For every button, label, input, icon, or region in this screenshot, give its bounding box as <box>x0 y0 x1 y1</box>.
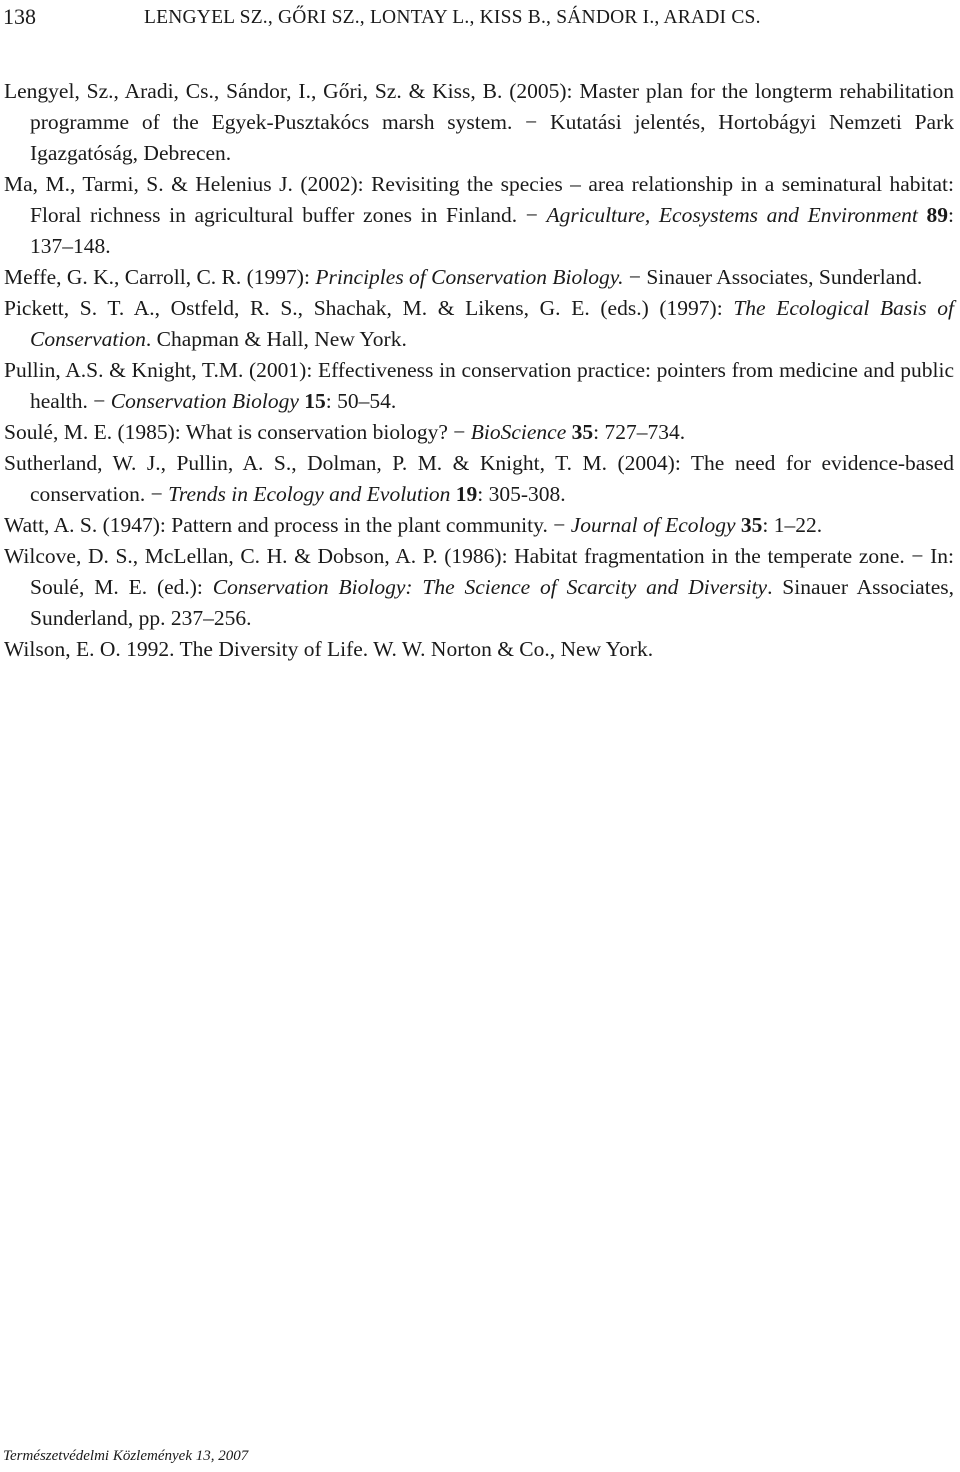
reference-entry <box>4 448 954 510</box>
reference-text: Soulé, M. E. (1985): What is conservation biology? − <box>4 420 471 444</box>
reference-entry <box>4 417 954 448</box>
reference-volume: 89 <box>926 203 949 227</box>
reference-text: : 727–734. <box>593 420 686 444</box>
reference-text: Lengyel, Sz., Aradi, Cs., Sándor, I., Gőri, Sz. & Kiss, B. (2005): Master plan for the longterm rehabilitation programme of the Egyek-Pusztakócs marsh system. − Kutatási jelentés, Hortobágyi Nemzeti Park Igazgatóság, Debrecen. <box>4 79 954 165</box>
page-number: 138 <box>3 4 36 29</box>
reference-text: Sutherland, W. J., Pullin, A. S., Dolman, P. M. & Knight, T. M. (2004): The need for evidence-based conservation. − <box>4 451 954 506</box>
running-head-authors: LENGYEL SZ., GŐRI SZ., LONTAY L., KISS B., SÁNDOR I., ARADI CS. <box>144 7 761 28</box>
reference-text: Pullin, A.S. & Knight, T.M. (2001): Effectiveness in conservation practice: pointers from medicine and public health. − <box>4 358 954 413</box>
reference-title-italic: Journal of Ecology <box>570 513 736 537</box>
reference-title-italic: The Ecological Basis of Conservation <box>30 296 955 351</box>
reference-list <box>4 76 954 665</box>
reference-text: : 1–22. <box>762 513 823 537</box>
reference-title-italic: BioScience <box>470 420 567 444</box>
reference-text: Ma, M., Tarmi, S. & Helenius J. (2002): Revisiting the species – area relationship in a seminatural habitat: Floral richness in agricultural buffer zones in Finland. − <box>4 172 954 227</box>
reference-entry <box>4 76 954 169</box>
reference-text <box>918 203 927 227</box>
reference-volume: 35 <box>740 513 763 537</box>
reference-text: : 50–54. <box>325 389 397 413</box>
reference-text: : 305-308. <box>477 482 566 506</box>
reference-text: Pickett, S. T. A., Ostfeld, R. S., Shachak, M. & Likens, G. E. (eds.) (1997): <box>4 296 734 320</box>
reference-text: Wilson, E. O. 1992. The Diversity of Life. W. W. Norton & Co., New York. <box>4 637 654 661</box>
reference-volume: 19 <box>455 482 478 506</box>
reference-entry <box>4 634 954 665</box>
journal-footer: Természetvédelmi Közlemények 13, 2007 <box>3 1448 249 1464</box>
reference-text: Meffe, G. K., Carroll, C. R. (1997): <box>4 265 316 289</box>
reference-text: . Chapman & Hall, New York. <box>145 327 407 351</box>
reference-entry <box>4 510 954 541</box>
reference-entry <box>4 169 954 262</box>
reference-entry <box>4 293 954 355</box>
reference-volume: 35 <box>571 420 594 444</box>
reference-title-italic: Trends in Ecology and Evolution <box>168 482 451 506</box>
reference-text: : 137–148. <box>30 203 954 258</box>
reference-entry <box>4 355 954 417</box>
reference-volume: 15 <box>304 389 326 413</box>
reference-entry <box>4 262 954 293</box>
reference-text: − Sinauer Associates, Sunderland. <box>623 265 923 289</box>
reference-entry <box>4 541 954 634</box>
running-head <box>0 2 960 32</box>
reference-text: . Sinauer Associates, Sunderland, pp. 237–256. <box>30 575 954 630</box>
reference-title-italic: Agriculture, Ecosystems and Environment <box>546 203 918 227</box>
reference-title-italic: Conservation Biology <box>110 389 299 413</box>
reference-title-italic: Conservation Biology: The Science of Scarcity and Diversity <box>212 575 768 599</box>
reference-text: Wilcove, D. S., McLellan, C. H. & Dobson, A. P. (1986): Habitat fragmentation in the temperate zone. − In: Soulé, M. E. (ed.): <box>4 544 954 599</box>
reference-title-italic: Principles of Conservation Biology. <box>315 265 624 289</box>
reference-text: Watt, A. S. (1947): Pattern and process in the plant community. − <box>4 513 571 537</box>
